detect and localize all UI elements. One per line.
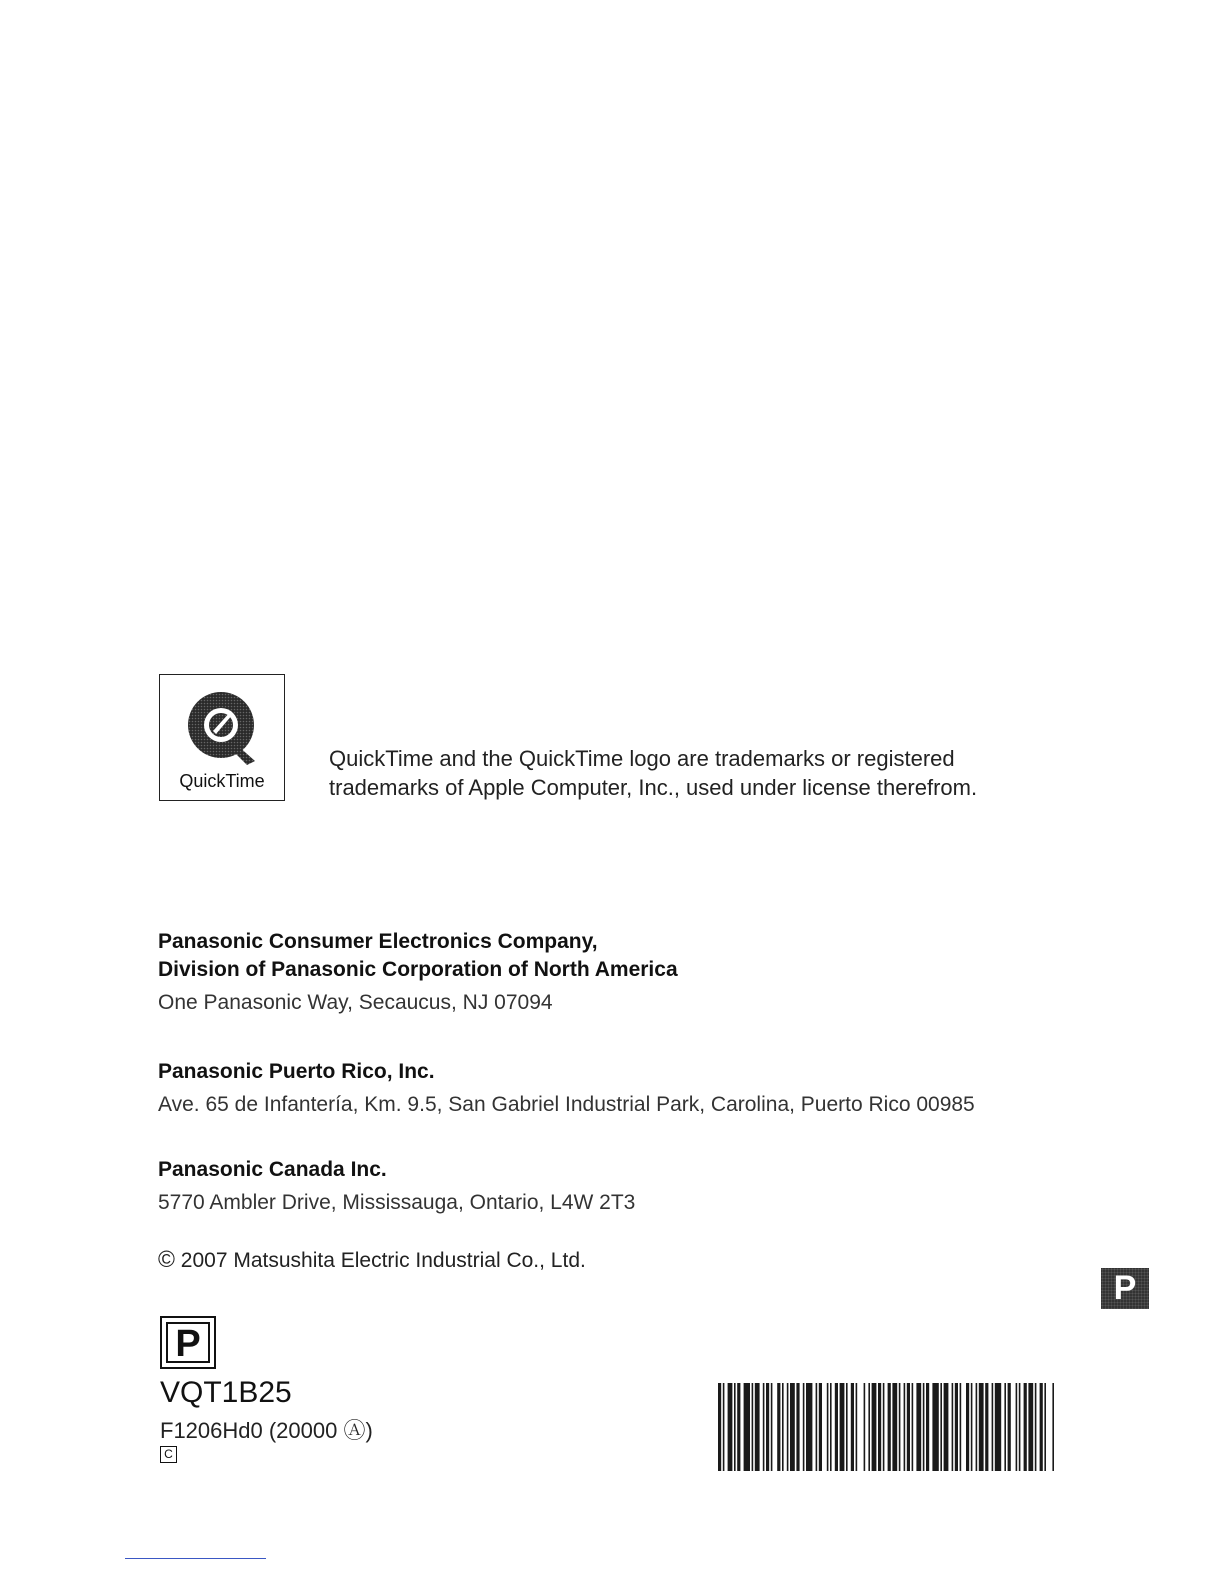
barcode-bar — [888, 1383, 891, 1471]
company-address: Ave. 65 de Infantería, Km. 9.5, San Gabriel Industrial Park, Carolina, Puerto Rico 00985 — [158, 1093, 975, 1116]
barcode-bar — [1044, 1383, 1046, 1471]
barcode-bar — [796, 1383, 799, 1471]
barcode-bar — [1004, 1383, 1006, 1471]
company-block-puerto-rico — [158, 1058, 975, 1119]
barcode-bar — [952, 1383, 954, 1471]
barcode-bar — [744, 1383, 750, 1471]
quicktime-logo — [159, 674, 285, 801]
barcode-bar — [864, 1383, 866, 1471]
barcode-bar — [803, 1383, 805, 1471]
quicktime-trademark-notice — [329, 744, 1089, 802]
barcode-bar — [752, 1383, 754, 1471]
barcode-bar — [835, 1383, 838, 1471]
company-name: Panasonic Puerto Rico, Inc. — [158, 1060, 435, 1083]
barcode-bar — [960, 1383, 962, 1471]
model-code: VQT1B25 — [160, 1376, 292, 1409]
barcode-bar — [926, 1383, 929, 1471]
barcode-bar — [806, 1383, 812, 1471]
barcode-bar — [816, 1383, 818, 1471]
barcode-bar — [979, 1383, 984, 1471]
barcode-bar — [923, 1383, 925, 1471]
barcode-bar — [819, 1383, 822, 1471]
copyright-symbol: © — [158, 1246, 175, 1272]
barcode-bar — [904, 1383, 906, 1471]
barcode-bar — [1019, 1383, 1021, 1471]
barcode-bar — [723, 1383, 725, 1471]
company-address: One Panasonic Way, Secaucus, NJ 07094 — [158, 991, 553, 1014]
barcode-bar — [840, 1383, 845, 1471]
barcode-bar — [846, 1383, 848, 1471]
barcode-bar — [1008, 1383, 1011, 1471]
barcode-bar — [916, 1383, 921, 1471]
notice-line-1: QuickTime and the QuickTime logo are trademarks or registered — [329, 746, 955, 771]
barcode-bar — [827, 1383, 829, 1471]
barcode-bar — [883, 1383, 885, 1471]
barcode-bar — [940, 1383, 942, 1471]
company-name-line-2: Division of Panasonic Corporation of North America — [158, 958, 678, 981]
print-code: F1206Hd0 (20000 Ⓐ) — [160, 1418, 373, 1443]
barcode-bar — [878, 1383, 881, 1471]
barcode-bar — [734, 1383, 736, 1471]
barcode-bar — [912, 1383, 914, 1471]
company-name-line-1: Panasonic Consumer Electronics Company, — [158, 930, 598, 953]
barcode-bar — [966, 1383, 969, 1471]
barcode-bar — [1035, 1383, 1037, 1471]
bottom-rule — [125, 1558, 266, 1559]
c-mark: C — [160, 1446, 177, 1463]
corner-region-badge: P — [1101, 1268, 1149, 1309]
company-address: 5770 Ambler Drive, Mississauga, Ontario, L4W 2T3 — [158, 1191, 636, 1214]
barcode-bar — [907, 1383, 910, 1471]
barcode-bar — [782, 1383, 784, 1471]
copyright-notice — [158, 1246, 586, 1273]
barcode-bar — [771, 1383, 773, 1471]
barcode-bar — [955, 1383, 958, 1471]
barcode-bar — [971, 1383, 973, 1471]
barcode-bar — [787, 1383, 789, 1471]
barcode-bar — [872, 1383, 877, 1471]
notice-line-2: trademarks of Apple Computer, Inc., used under license therefrom. — [329, 775, 978, 800]
barcode-bar — [899, 1383, 901, 1471]
barcode-bar — [851, 1383, 854, 1471]
barcode-bar — [1016, 1383, 1018, 1471]
barcode-bar — [830, 1383, 832, 1471]
barcode-bar — [856, 1383, 858, 1471]
region-p-mark-letter: P — [166, 1322, 210, 1363]
barcode-bar — [755, 1383, 760, 1471]
region-p-mark — [160, 1316, 216, 1369]
barcode-bar — [985, 1383, 988, 1471]
barcode-icon — [718, 1383, 1054, 1471]
barcode-bar — [995, 1383, 1001, 1471]
barcode-bar — [1052, 1383, 1054, 1471]
barcode-bar — [737, 1383, 740, 1471]
barcode-bar — [992, 1383, 994, 1471]
barcode-bar — [1024, 1383, 1027, 1471]
barcode-bar — [1028, 1383, 1033, 1471]
barcode-bar — [728, 1383, 733, 1471]
barcode-bar — [777, 1383, 780, 1471]
quicktime-logo-icon — [185, 687, 261, 767]
barcode-bar — [868, 1383, 870, 1471]
barcode-bar — [790, 1383, 795, 1471]
barcode-bar — [976, 1383, 978, 1471]
company-block-canada — [158, 1156, 635, 1217]
barcode-bar — [718, 1383, 721, 1471]
quicktime-logo-label: QuickTime — [179, 771, 265, 791]
barcode-bar — [1040, 1383, 1043, 1471]
barcode-bar — [766, 1383, 769, 1471]
company-name: Panasonic Canada Inc. — [158, 1158, 387, 1181]
barcode-bar — [932, 1383, 938, 1471]
copyright-text: 2007 Matsushita Electric Industrial Co., Ltd. — [180, 1249, 586, 1272]
company-block-pcec — [158, 928, 678, 1017]
barcode-bar — [892, 1383, 897, 1471]
barcode-bar — [944, 1383, 949, 1471]
barcode-bar — [763, 1383, 765, 1471]
